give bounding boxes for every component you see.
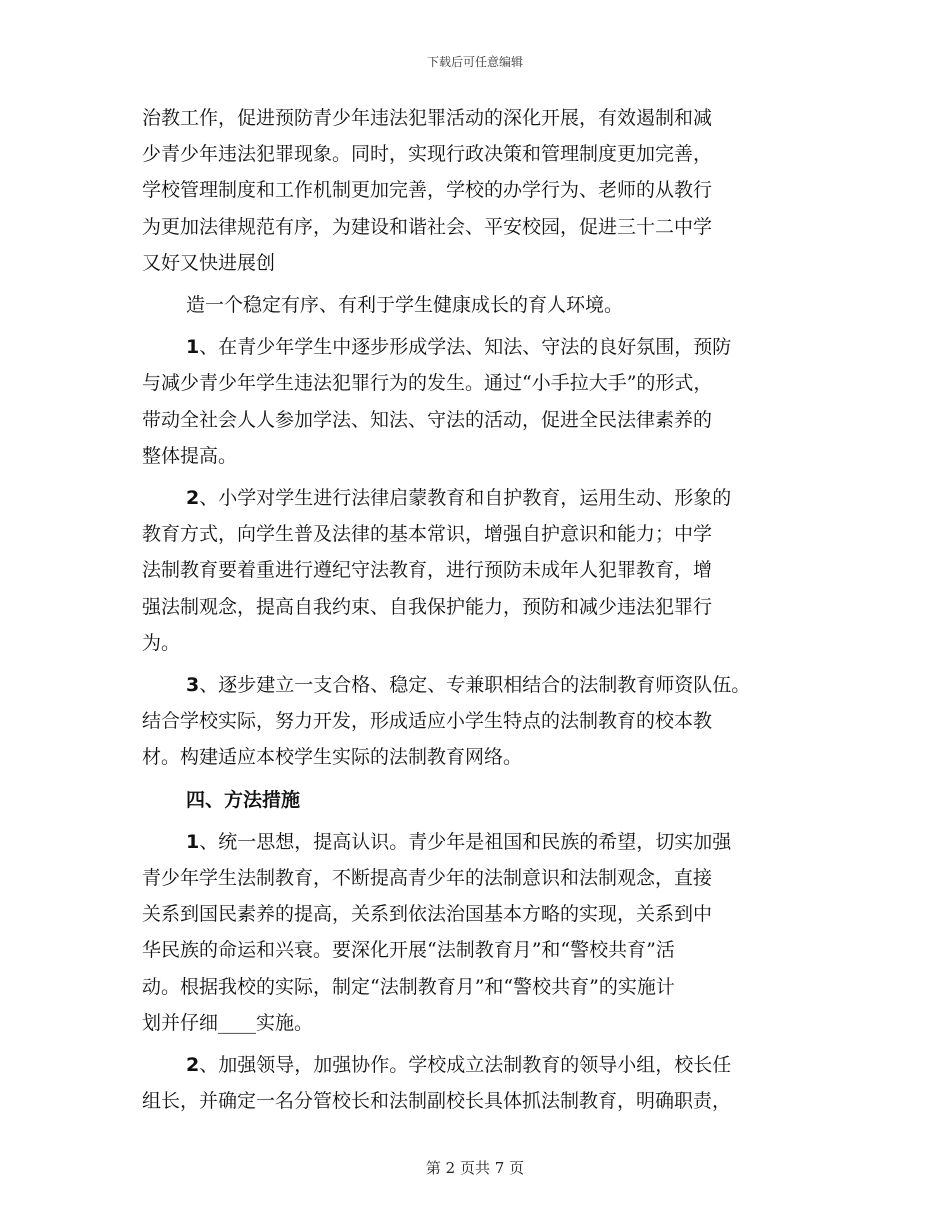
item-number: 2 xyxy=(186,1054,200,1077)
text-line: 2、加强领导，加强协作。学校成立法制教育的领导小组，校长任 xyxy=(186,1054,732,1077)
text-line: 造一个稳定有序、有利于学生健康成长的育人环境。 xyxy=(186,294,624,317)
list-item-paragraph xyxy=(142,667,822,776)
text-line: 与减少青少年学生违法犯罪行为的发生。通过“小手拉大手”的形式， xyxy=(142,372,713,395)
text-line: 学校管理制度和工作机制更加完善，学校的办学行为、老师的从教行 xyxy=(142,179,713,202)
text-line: 法制教育要着重进行遵纪守法教育，进行预防未成年人犯罪教育，增 xyxy=(142,559,713,582)
text-line: 关系到国民素养的提高，关系到依法治国基本方略的实现，关系到中 xyxy=(142,903,713,926)
text-line: 为更加法律规范有序，为建设和谐社会、平安校园，促进三十二中学 xyxy=(142,215,713,238)
paragraph xyxy=(142,100,822,281)
page-footer: 第 2 页共 7 页 xyxy=(425,1159,525,1177)
text-line: 组长，并确定一名分管校长和法制副校长具体抓法制教育，明确职责， xyxy=(142,1090,732,1113)
item-number: 3 xyxy=(186,674,200,697)
text-line: 治教工作，促进预防青少年违法犯罪活动的深化开展，有效遏制和减 xyxy=(142,107,713,129)
text-line: 划并仔细____实施。 xyxy=(142,1011,314,1034)
paragraph xyxy=(142,287,822,323)
text-line: 1、统一思想，提高认识。青少年是祖国和民族的希望，切实加强 xyxy=(186,830,732,853)
text-line: 华民族的命运和兴衰。要深化开展“法制教育月”和“警校共育”活 xyxy=(142,939,675,962)
text-line: 动。根据我校的实际，制定“法制教育月”和“警校共育”的实施计 xyxy=(142,975,675,998)
text-line: 整体提高。 xyxy=(142,444,238,467)
list-item-paragraph xyxy=(142,824,822,1041)
text-line: 1、在青少年学生中逐步形成学法、知法、守法的良好氛围，预防 xyxy=(186,336,732,359)
item-number: 1 xyxy=(186,830,200,853)
list-item-paragraph xyxy=(142,480,822,661)
section-heading-paragraph xyxy=(142,782,822,818)
text-line: 青少年学生法制教育，不断提高青少年的法制意识和法制观念，直接 xyxy=(142,867,713,890)
text-line: 强法制观念，提高自我约束、自我保护能力，预防和减少违法犯罪行 xyxy=(142,595,713,618)
text-line: 为。 xyxy=(142,631,181,654)
text-line: 结合学校实际，努力开发，形成适应小学生特点的法制教育的校本教 xyxy=(142,710,713,733)
list-item-paragraph xyxy=(142,1047,822,1119)
document-body xyxy=(142,100,822,1119)
page-header: 下载后可任意编辑 xyxy=(426,55,523,69)
item-number: 2 xyxy=(186,487,200,510)
item-number: 1 xyxy=(186,336,200,359)
text-line: 又好又快进展创 xyxy=(142,251,276,274)
text-line: 材。构建适应本校学生实际的法制教育网络。 xyxy=(142,746,523,769)
section-heading: 四、方法措施 xyxy=(186,788,301,811)
text-line: 少青少年违法犯罪现象。同时，实现行政决策和管理制度更加完善， xyxy=(142,143,713,166)
text-line: 带动全社会人人参加学法、知法、守法的活动，促进全民法律素养的 xyxy=(142,408,713,431)
list-item-paragraph xyxy=(142,329,822,474)
text-line: 教育方式，向学生普及法律的基本常识，增强自护意识和能力；中学 xyxy=(142,523,713,546)
text-line: 2、小学对学生进行法律启蒙教育和自护教育，运用生动、形象的 xyxy=(186,487,732,510)
text-line: 3、逐步建立一支合格、稳定、专兼职相结合的法制教育师资队伍。 xyxy=(186,674,751,697)
